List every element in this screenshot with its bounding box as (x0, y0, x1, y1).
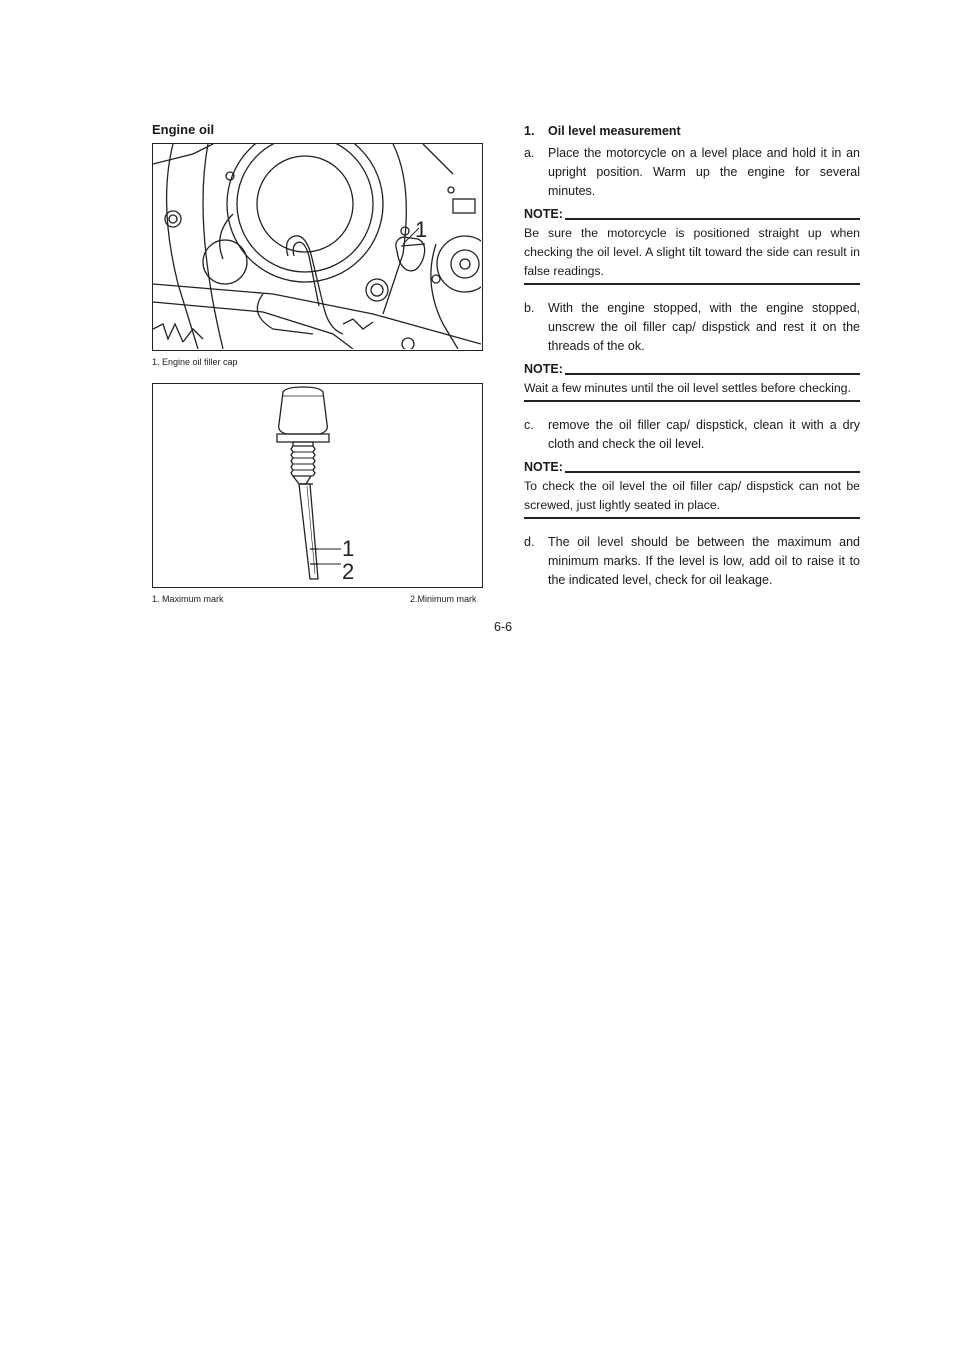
note-heading: NOTE: (524, 458, 860, 477)
max-mark-callout: 1 (342, 536, 355, 561)
step-a: a. Place the motorcycle on a level place and hold it in an upright position. Warm up the engine for several minutes. (524, 146, 860, 198)
step-c: c. remove the oil filler cap/ dispstick, clean it with a dry cloth and check the oil level. (524, 418, 860, 451)
dipstick-illustration (152, 383, 483, 588)
note-body-c: To check the oil level the oil filler cap/ dispstick can not be screwed, just lightly seated in place. (524, 477, 860, 519)
instructions-column (524, 122, 860, 590)
instructions-heading: 1. Oil level measurement (524, 124, 681, 138)
note-heading: NOTE: (524, 205, 860, 224)
step-d: d. The oil level should be between the maximum and minimum marks. If the level is low, add oil to raise it to the indicated level, check for oil leakage. (524, 535, 860, 587)
engine-callout-label: 1 (415, 217, 428, 242)
step-b: b. With the engine stopped, with the engine stopped, unscrew the oil filler cap/ dispstick and rest it on the threads of the ok. (524, 301, 860, 353)
max-mark-caption: 1. Maximum mark (152, 594, 224, 604)
page-number: 6-6 (494, 620, 513, 634)
engine-illustration (152, 143, 483, 351)
min-mark-caption: 2.Minimum mark (410, 594, 477, 604)
min-mark-callout: 2 (342, 559, 355, 584)
note-heading: NOTE: (524, 360, 860, 379)
note-body-b: Wait a few minutes until the oil level settles before checking. (524, 379, 860, 402)
section-title: Engine oil (152, 122, 215, 137)
note-body-a: Be sure the motorcycle is positioned straight up when checking the oil level. A slight tilt toward the side can result in false readings. (524, 224, 860, 285)
engine-figure-caption: 1. Engine oil filler cap (152, 357, 238, 367)
